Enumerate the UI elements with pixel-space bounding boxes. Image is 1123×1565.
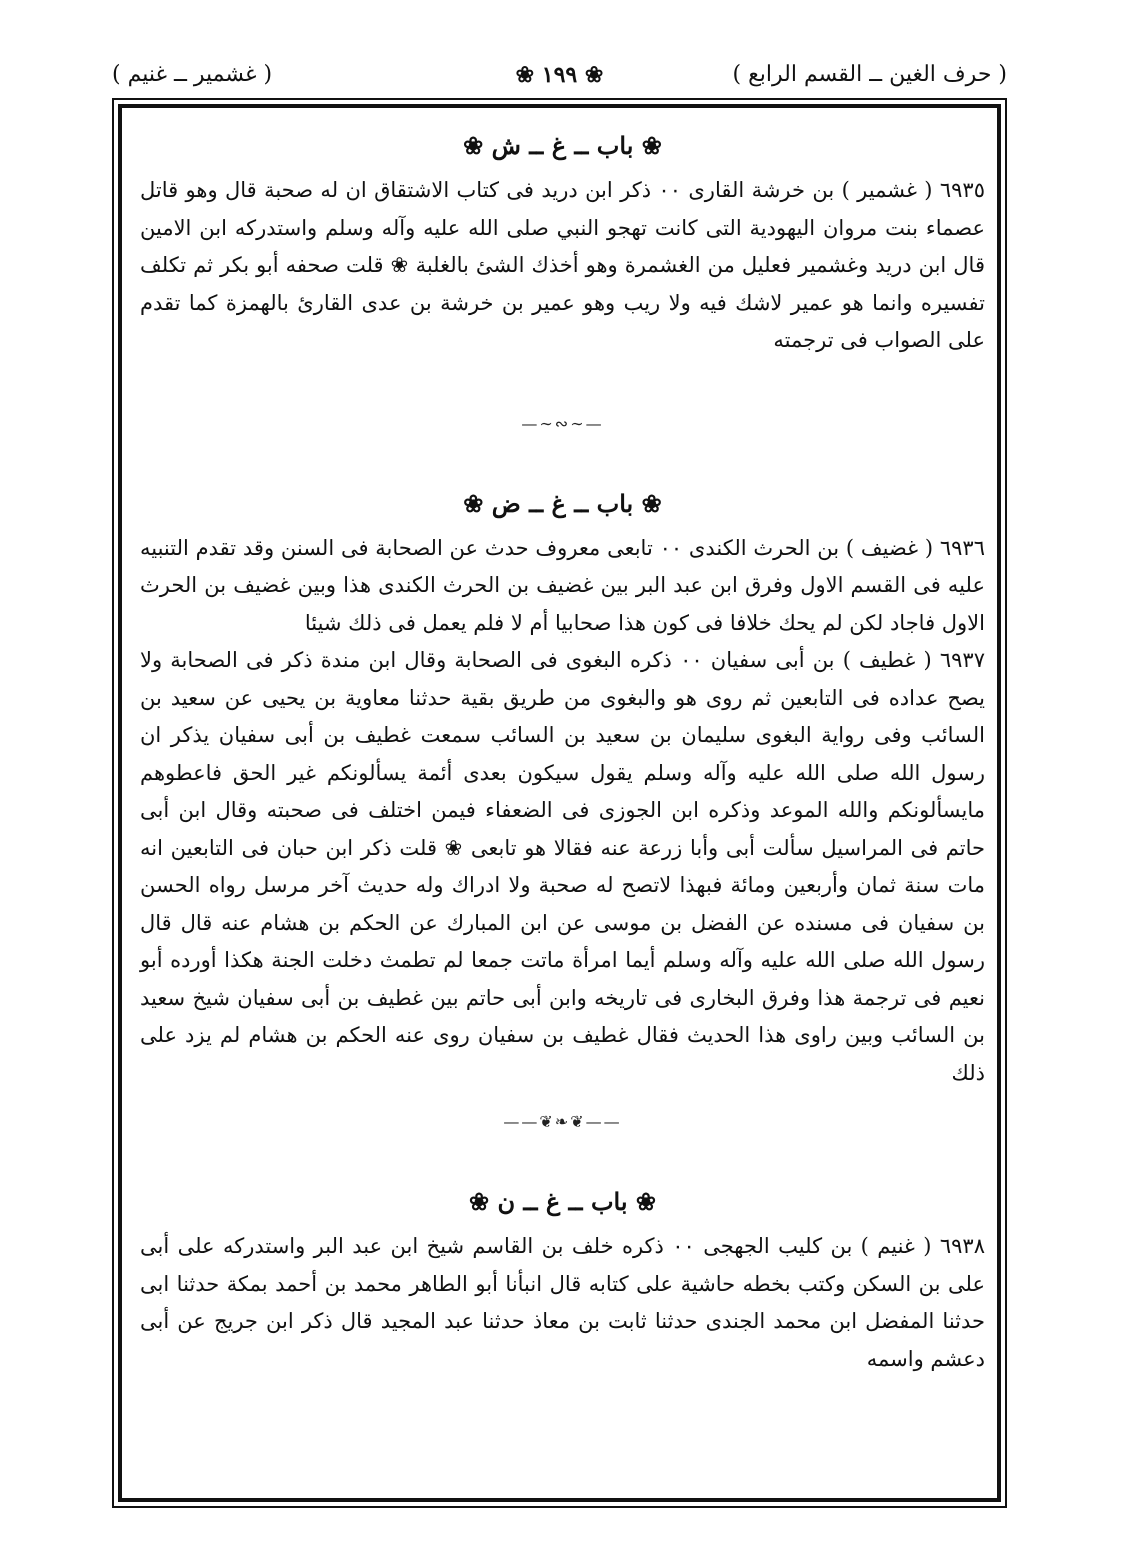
- header-chapter-title: ( حرف الغين ــ القسم الرابع ): [732, 62, 1007, 87]
- entry-text: ٦٩٣٨ ( غنيم ) بن كليب الجهجى ٠٠ ذكره خلف بن القاسم شيخ ابن عبد البر واستدركه على أبى على بن السكن وكتب بخطه حاشية على كتابه قال انبأنا أبو الطاهر محمد بن أحمد بمكة حدثنا ابى حدثنا المفضل ابن محمد الجندى حدثنا ثابت بن معاذ حدثنا عبد المجيد قال ذكر ابن جريج عن أبى دعشم واسمه: [140, 1234, 985, 1371]
- page-body: [140, 120, 985, 1378]
- page-number: ❀ ١٩٩ ❀: [515, 62, 604, 88]
- ornamental-rule: —∽∾∽—: [521, 413, 604, 433]
- entry-6935: [140, 172, 985, 360]
- section-heading-ghain-dad: ❀ باب ــ غ ــ ض ❀: [463, 488, 662, 518]
- entry-6938: [140, 1228, 985, 1378]
- entry-text: ٦٩٣٥ ( غشمير ) بن خرشة القارى ٠٠ ذكر ابن دريد فى كتاب الاشتقاق ان له صحبة قال وهو قاتل عصماء بنت مروان اليهودية التى كانت تهجو النبي صلى الله عليه وآله وسلم واستدركه ابن الامين قال ابن دريد وغشمير فعليل من الغشمرة وهو أخذك الشئ بالغلبة ❀ قلت صحفه أبو بكر ثم تكلف تفسيره وانما هو عمير لاشك فيه ولا ريب وهو عمير بن خرشة بن عدى القارئ بالهمزة كما تقدم على الصواب فى ترجمته: [140, 178, 985, 352]
- section-heading-ghain-shin: ❀ باب ــ غ ــ ش ❀: [463, 131, 662, 160]
- entry-text: ٦٩٣٧ ( غطيف ) بن أبى سفيان ٠٠ ذكره البغوى فى الصحابة وقال ابن مندة ذكر فى الصحابة ولا يصح عداده فى التابعين ثم روى هو والبغوى من طريق بقية حدثنا معاوية بن يحيى عن سعيد بن السائب وفى رواية البغوى سليمان بن سعيد بن السائب سمعت غطيف بن أبى سفيان يذكر ان رسول الله صلى الله عليه وآله وسلم يقول سيكون بعدى أئمة يسألونكم غير الحق فاعطوهم مايسألونكم والله الموعد وذكره ابن الجوزى فى الضعفاء فيمن اختلف فى صحبته وقال ابن أبى حاتم فى المراسيل سألت أبى وأبا زرعة عنه فقالا هو تابعى ❀ قلت ذكر ابن حبان فى التابعين انه مات سنة ثمان وأربعين ومائة فبهذا لاتصح له صحبة ولا ادراك وله حديث آخر مرسل رواه الحسن بن سفيان فى مسنده عن الفضل بن موسى عن ابن المبارك عن الحكم بن هشام عنه قال قال رسول الله صلى الله عليه وآله وسلم أيما امرأة ماتت جمعا لم تطمث دخلت الجنة هكذا أورده أبو نعيم فى ترجمة هذا وفرق البخارى فى تاريخه وابن أبى حاتم بين غطيف بن أبى سفيان شيخ سعيد بن السائب وبين راوى هذا الحديث فقال غطيف بن سفيان روى عنه الحكم بن هشام لم يزد على ذلك: [140, 648, 985, 1085]
- header-entry-range: ( غشمير ــ غنيم ): [112, 62, 273, 87]
- section-heading-ghain-nun: ❀ باب ــ غ ــ ن ❀: [468, 1187, 656, 1216]
- page-header: [112, 52, 1007, 94]
- entry-text: ٦٩٣٦ ( غضيف ) بن الحرث الكندى ٠٠ تابعى معروف حدث عن الصحابة فى السنن وقد تقدم التنبيه عليه فى القسم الاول وفرق ابن عبد البر بين غضيف بن الحرث الكندى هذا وبين غضيف بن الحرث الاول فاجاد لكن لم يحك خلافا فى كون هذا صحابيا أم لا فلم يعمل فى ذلك شيئا: [140, 535, 985, 635]
- ornamental-rule: ——❦❧❦——: [503, 1112, 622, 1131]
- entry-6937: [140, 642, 985, 1092]
- entry-6936: [140, 530, 985, 643]
